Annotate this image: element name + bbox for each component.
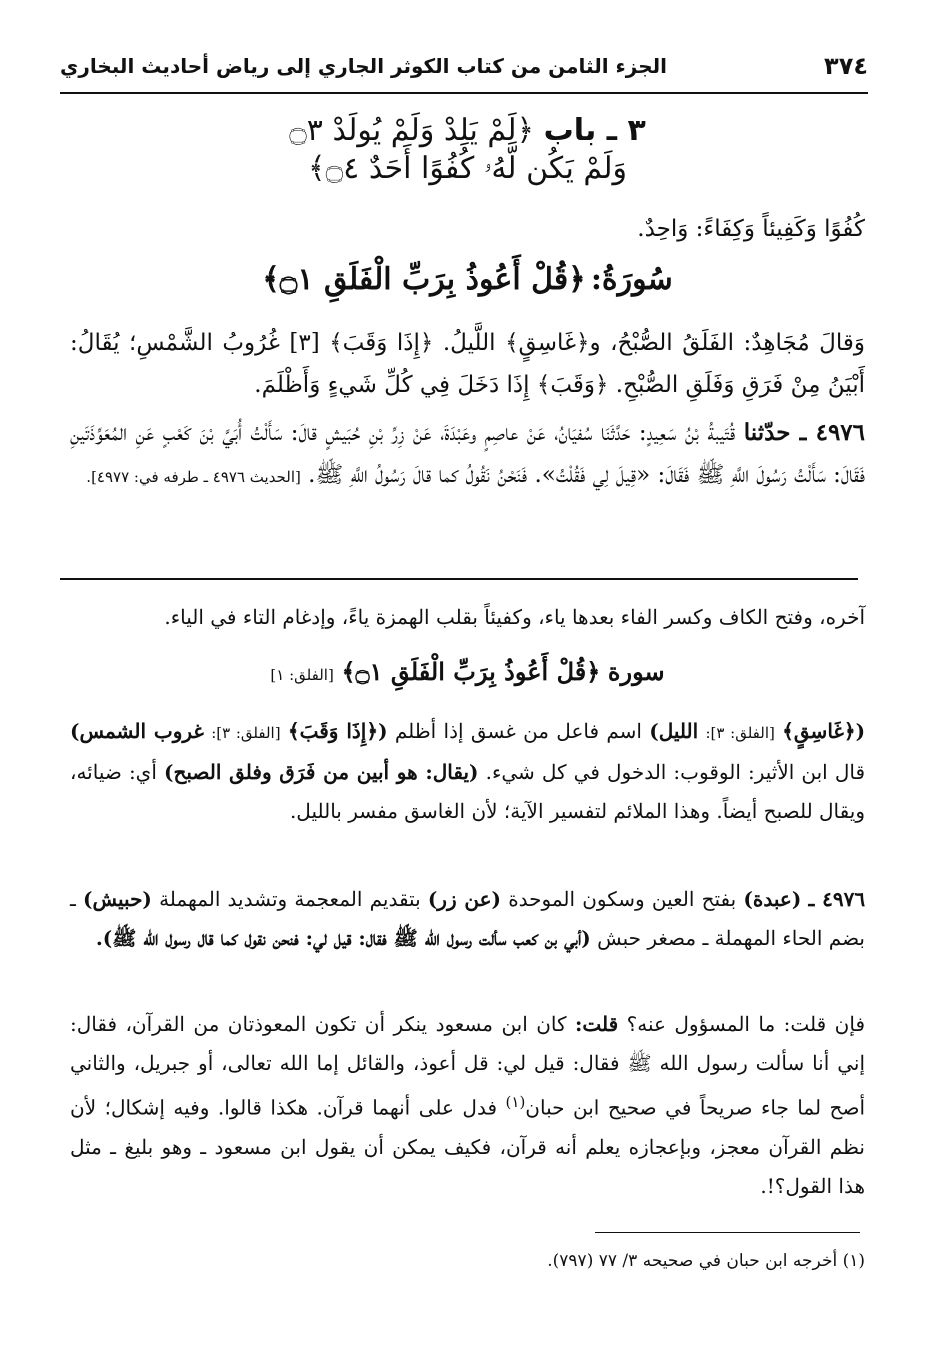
page-header xyxy=(60,52,868,94)
bab-verse-line-2: وَلَمْ يَكُن لَّهُۥ كُفُوًا أَحَدٌ ۝٤﴾ xyxy=(308,151,627,186)
para2-hubaysh-text: ـ بضم الحاء المهملة ـ مصغر حبش xyxy=(70,887,865,950)
commentary-carryover: آخره، وفتح الكاف وكسر الفاء بعدها ياء، وكفيئاً بقلب الهمزة ياءً، وإدغام التاء في الياء. xyxy=(164,605,865,629)
bab-heading xyxy=(70,112,865,188)
para2-hubaysh: (حبيش) xyxy=(83,887,152,911)
text-ghasiq: اسم فاعل من غسق إذا أظلم xyxy=(394,719,642,743)
hadith-number: ٤٩٧٦ ـ حدّثنا xyxy=(743,419,866,446)
commentary-surah-verse: ﴿قُلْ أَعُوذُ بِرَبِّ الْفَلَقِ ۝١﴾ xyxy=(341,657,601,686)
page-number: ٣٧٤ xyxy=(824,52,868,80)
bold-ghurub: غروب الشمس) xyxy=(70,719,204,743)
commentary-para-3 xyxy=(70,1005,865,1206)
para2-number: ٤٩٧٦ ـ xyxy=(808,887,866,911)
section-divider xyxy=(60,578,858,580)
verse-ghasiq: (﴿غَاسِقٍ﴾ xyxy=(782,719,866,743)
commentary-surah-ref: [الفلق: ١] xyxy=(270,666,334,684)
bold-yuqal: (يقال: هو أبين من فَرَق وفلق الصبح) xyxy=(163,760,479,784)
ref-falaq-3b: [الفلق: ٣]: xyxy=(211,724,281,742)
mujahid-text: وَقالَ مُجَاهِدٌ: الفَلَقُ الصُّبْحُ، و﴿غَاسِقٍ﴾ اللَّيلُ. ﴿إِذَا وَقَبَ﴾ [٣] غُرُوبُ الشَّمْسِ؛ يُقَالُ: أَبْيَنُ مِنْ فَرَقِ وَفَلَقِ الصُّبْحِ. ﴿وَقَبَ﴾ إِذَا دَخَلَ فِي كُلِّ شَيءٍ وَأَظْلَمَ. xyxy=(70,330,865,398)
surah-label: سُورَةُ: xyxy=(590,262,673,297)
para2-zirr-text: بتقديم المعجمة وتشديد المهملة xyxy=(159,887,421,911)
para2-zirr: (عن زر) xyxy=(427,887,502,911)
text-ibn-athir: قال ابن الأثير: الوقوب: الدخول في كل شيء. xyxy=(485,760,866,784)
commentary-surah-label: سورة xyxy=(607,657,665,686)
hadith-4976 xyxy=(70,412,865,498)
commentary-surah-heading xyxy=(70,652,865,695)
bold-layl: الليل) xyxy=(649,719,699,743)
para2-abda: (عبدة) xyxy=(743,887,802,911)
ref-falaq-3a: [الفلق: ٣]: xyxy=(705,724,775,742)
bab-label: ٣ ـ باب xyxy=(543,113,646,148)
para2-abda-text: بفتح العين وسكون الموحدة xyxy=(508,887,737,911)
footnote-divider xyxy=(595,1232,860,1233)
text-diyaihi: أي: ضيائه، ويقال للصبح أيضاً. وهذا الملائم لتفسير الآية؛ لأن الغاسق مفسر بالليل. xyxy=(70,760,865,823)
footnote-number: (١) xyxy=(842,1251,865,1271)
surah-heading xyxy=(70,262,865,297)
footnote-text: أخرجه ابن حبان في صحيحه ٣/ ٧٧ (٧٩٧). xyxy=(547,1251,838,1271)
kufuwan-note: كُفُوًا وَكَفِيئاً وَكِفَاءً: وَاحِدٌ. xyxy=(637,216,865,242)
running-title: الجزء الثامن من كتاب الكوثر الجاري إلى رياض أحاديث البخاري xyxy=(60,54,667,78)
para3-conclusion: فدل على أنهما قرآن. هكذا قالوا. وفيه إشكال؛ لأن نظم القرآن معجز، وبإعجازه يعلم أنه قرآن، فكيف يمكن أن يقول ابن مسعود ـ وهو بليغ ـ مثل هذا القول؟!. xyxy=(70,1095,866,1198)
para3-answer: كان ابن مسعود ينكر أن تكون المعوذتان من القرآن، فقال: إني أنا سألت رسول الله ﷺ فقال: قيل لي: قل أعوذ، والقائل إما الله تعالى، أو جبريل، والثاني أصح لما جاء صريحاً في صحيح ابن حبان xyxy=(70,1012,865,1120)
commentary-para-2 xyxy=(70,880,865,958)
para3-question: فإن قلت: ما المسؤول عنه؟ xyxy=(626,1012,866,1036)
hadith-text: قُتَيبةُ بْنُ سَعِيدٍ: حَدَّثَنَا سُفيَانُ، عَنْ عاصِمٍ وعَبْدَةَ، عَنْ زِرِّ بْنِ حُبَيشٍ قالَ: سَأَلْتُ أُبَيَّ بْنَ كَعْبٍ عَنِ المُعَوِّذَتَينِ فَقَالَ: سَأَلْتُ رَسُولَ اللَّهِ ﷺ فَقَالَ: «قِيلَ لِي فَقُلْتُ». فَنَحْنُ نَقُولُ كما قالَ رَسُولُ اللَّهِ ﷺ. xyxy=(70,420,865,488)
footnote xyxy=(70,1246,865,1276)
bab-verse-line-1: ﴿لَمْ يَلِدْ وَلَمْ يُولَدْ ۝٣ xyxy=(289,113,535,148)
surah-verse: ﴿قُلْ أَعُوذُ بِرَبِّ الْفَلَقِ ۝١﴾ xyxy=(262,262,586,297)
para3-qultu: قلت: xyxy=(575,1012,619,1036)
commentary-para-1 xyxy=(70,712,865,831)
verse-idha-waqab: (﴿إِذَا وَقَبَ﴾ xyxy=(287,719,388,743)
footnote-marker: (١) xyxy=(505,1093,526,1111)
para2-ubayy: (أبي بن كعب سألت رسول الله ﷺ فقال: قيل لي: فنحن نقول كما قال رسول الله ﷺ). xyxy=(95,926,591,950)
hadith-reference: [الحديث ٤٩٧٦ ـ طرفه في: ٤٩٧٧]. xyxy=(86,468,301,486)
